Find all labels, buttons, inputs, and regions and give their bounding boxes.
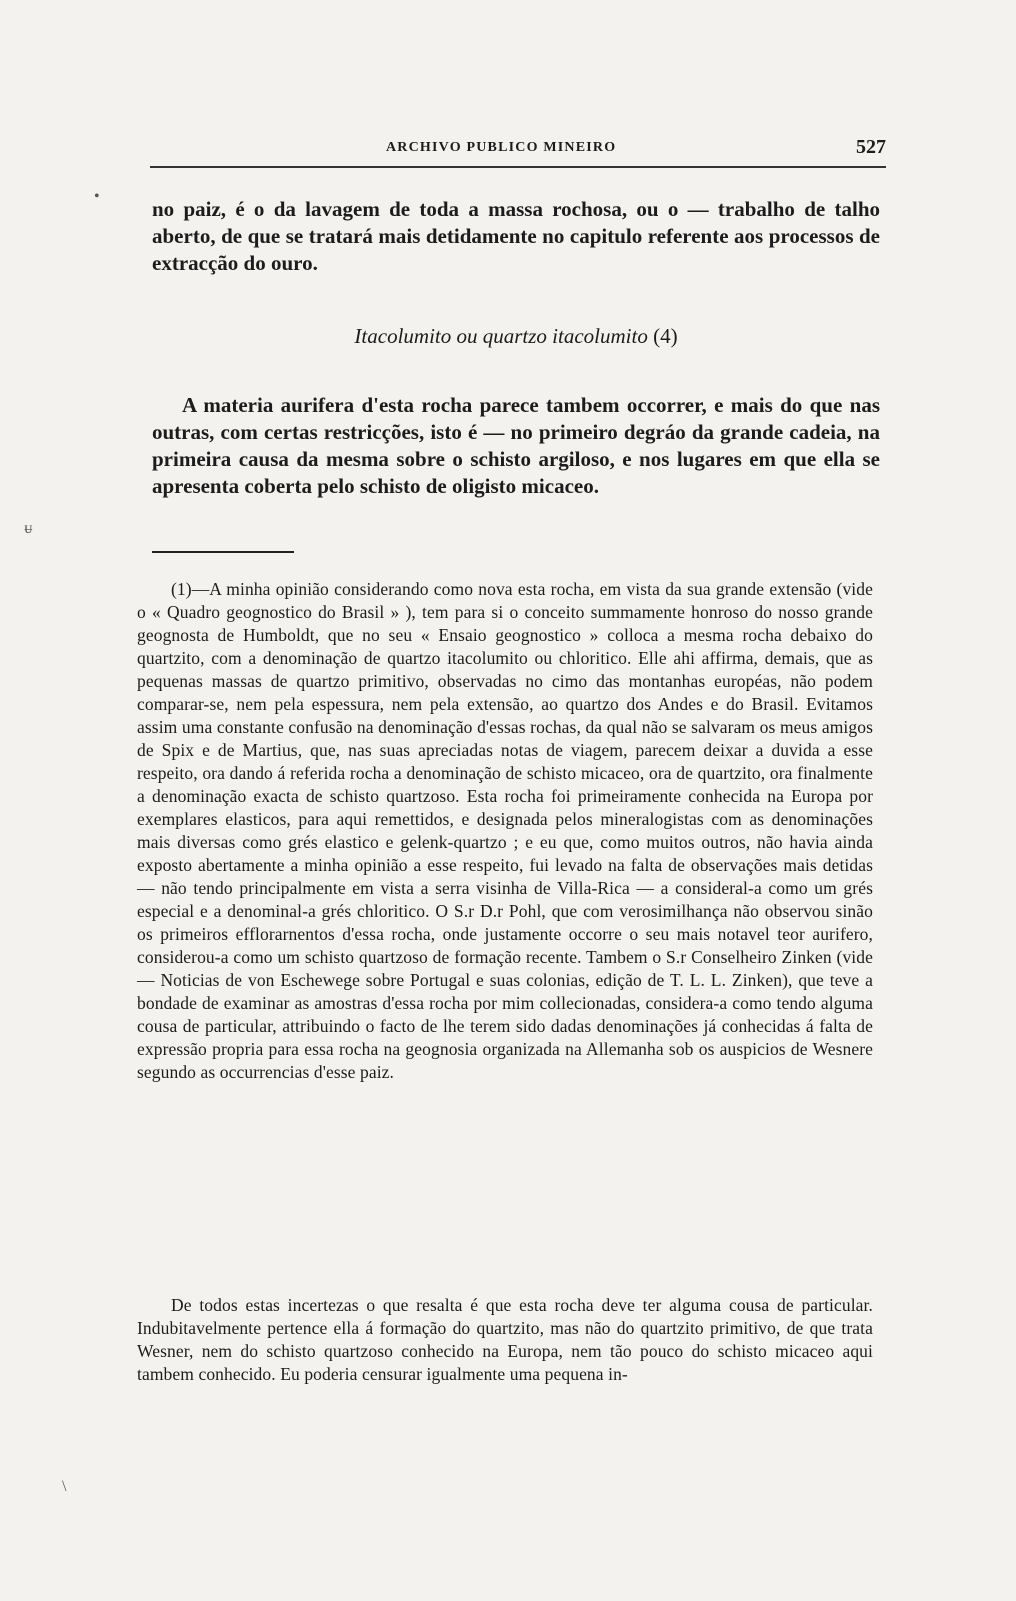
section-note-ref: (4): [653, 324, 678, 348]
footnote-separator: [152, 551, 294, 553]
header-rule: [150, 166, 886, 168]
section-title: Itacolumito ou quartzo itacolumito: [354, 324, 648, 348]
margin-mark: •: [94, 188, 100, 205]
footnote-paragraph-2: De todos estas incertezas o que resalta é que esta rocha deve ter alguma cousa de particular. Indubitavelmente pertence ella á formação do quartzito, mas não do quartzito primitivo, de que trata Wesner, nem do schisto quartzoso conhecido na Europa, nem tão pouco do schisto micaceo aqui tambem conhecido. Eu poderia censurar igualmente uma pequena in-: [137, 1295, 873, 1384]
margin-mark: ᵾ: [24, 520, 33, 537]
page-number: 527: [856, 136, 886, 158]
running-head: [170, 136, 886, 164]
running-title: ARCHIVO PUBLICO MINEIRO: [386, 140, 617, 155]
intro-paragraph: no paiz, é o da lavagem de toda a massa rochosa, ou o — trabalho de talho aberto, de que se tratará mais detidamente no capitulo referente aos processos de extracção do ouro.: [152, 197, 880, 275]
footnote-paragraph-1: (1)—A minha opinião considerando como nova esta rocha, em vista da sua grande extensão (vide o « Quadro geognostico do Brasil » ), tem para si o conceito summamente honroso do nosso grande geognosta de Humboldt, que no seu « Ensaio geognostico » colloca a mesma rocha debaixo do quartzito, com a denominação de quartzo itacolumito ou chloritico. Elle ahi affirma, demais, que as pequenas massas de quartzo primitivo, observadas no cimo das montanhas européas, não podem comparar-se, nem pela espessura, nem pela extensão, ao quartzo dos Andes e do Brasil. Evitamos assim uma constante confusão na denominação d'essas rochas, da qual não se salvaram os meus amigos de Spix e de Martius, que, nas suas apreciadas notas de viagem, parecem deixar a duvida a esse respeito, ora dando á referida rocha a denominação de schisto micaceo, ora de quartzito, ora finalmente a denominação exacta de schisto quartzoso. Esta rocha foi primeiramente conhecida na Europa por exemplares elasticos, para aqui remettidos, e designada pelos mineralogistas com as denominações mais diversas como grés elastico e gelenk-quartzo ; e eu que, como muitos outros, não havia ainda exposto abertamente a minha opinião a esse respeito, fui levado na falta de observações mais detidas — não tendo principalmente em vista a serra visinha de Villa-Rica — a consideral-a como um grés especial e a denominal-a grés chloritico. O S.r D.r Pohl, que com verosimilhança não observou sinão os primeiros efflorarnentos d'essa rocha, onde justamente occorre o seu mais notavel teor aurifero, considerou-a como um schisto quartzoso de formação recente. Tambem o S.r Conselheiro Zinken (vide — Noticias de von Eschewege sobre Portugal e suas colonias, edição de T. L. L. Zinken), que teve a bondade de examinar as amostras d'essa rocha por mim collecionadas, considera-a como tendo alguma cousa de particular, attribuindo o facto de lhe terem sido dadas denominações já conhecidas á falta de expressão propria para essa rocha na geognosia organizada na Allemanha sob os auspicios de Wesnere segundo as occurrencias d'esse paiz.: [137, 579, 873, 1082]
main-paragraph: A materia aurifera d'esta rocha parece tambem occorrer, e mais do que nas outras, com certas restricções, isto é — no primeiro degráo da grande cadeia, na primeira causa da mesma sobre o schisto argiloso, e nos lugares em que ella se apresenta coberta pelo schisto de oligisto micaceo.: [152, 393, 880, 498]
section-heading: [152, 324, 880, 349]
margin-mark: \: [62, 1478, 67, 1495]
